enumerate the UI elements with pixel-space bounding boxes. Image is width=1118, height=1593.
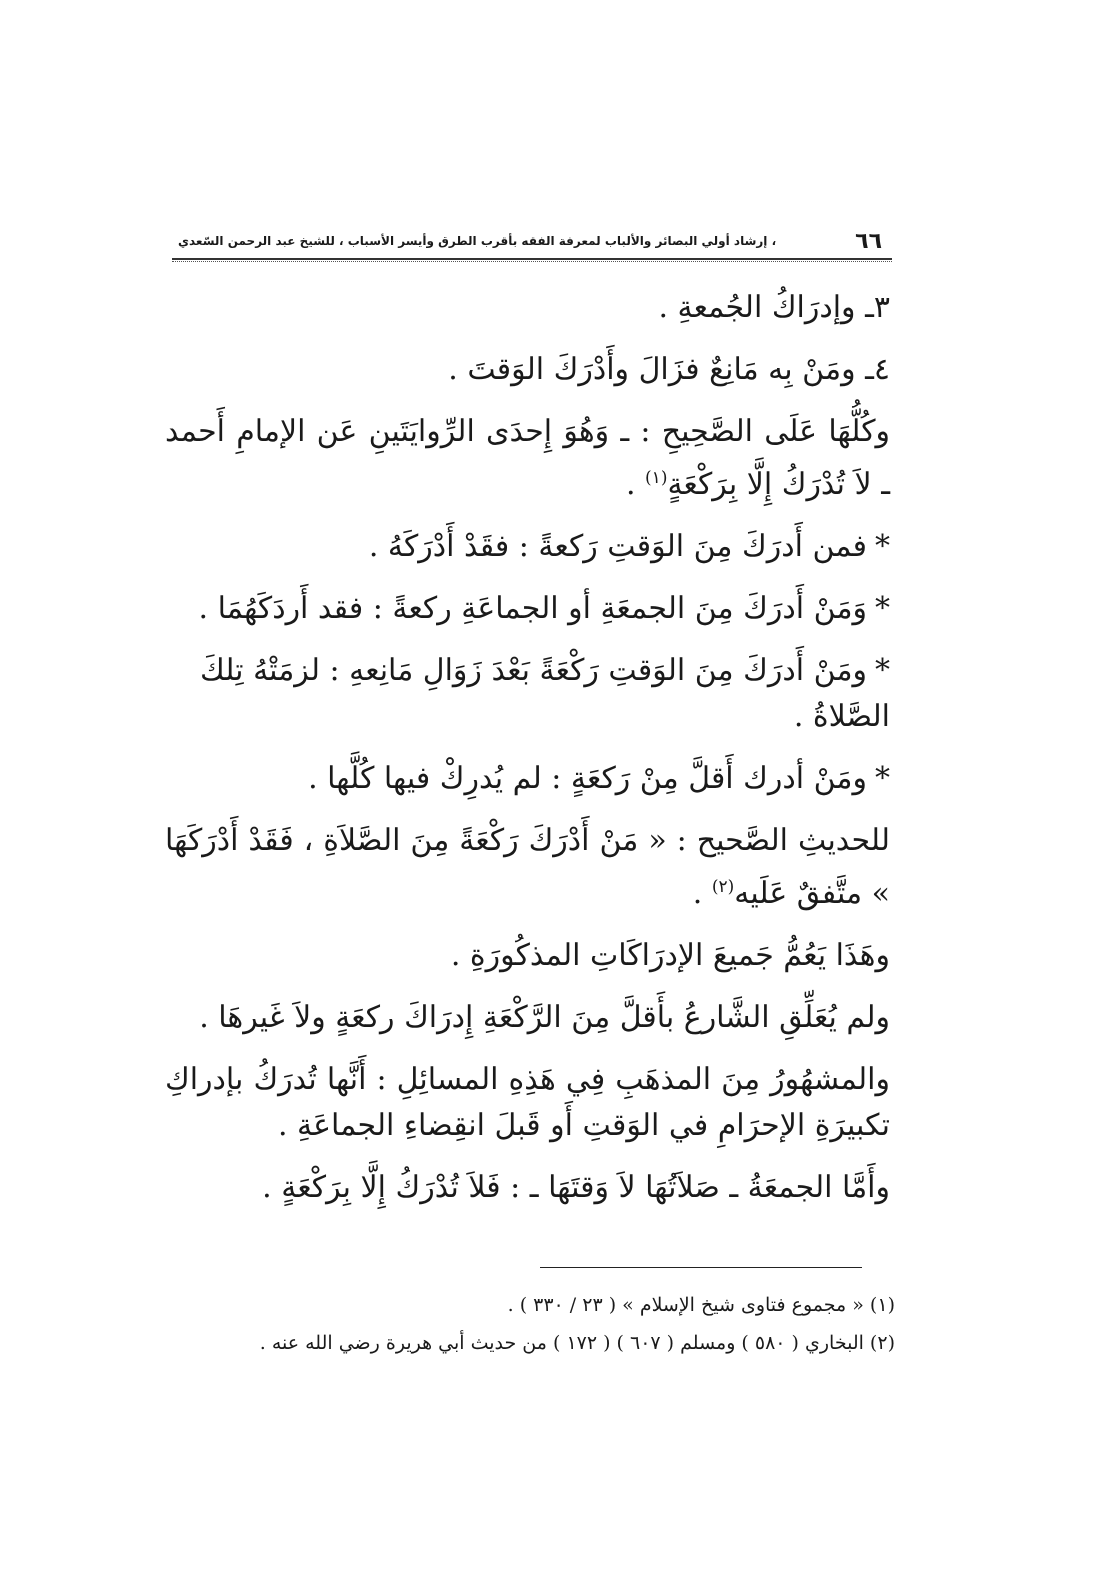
bullet-item-1 [165, 524, 890, 570]
page-header [172, 226, 892, 256]
paragraph-legislator: ولم يُعَلِّقِ الشَّارعُ بأَقلَّ مِنَ الرَّكْعَةِ إِدرَاكَ ركعَةٍ ولاَ غَيرهَا . [199, 1000, 890, 1035]
bullet-mark: * [875, 529, 890, 564]
paragraph-hadith-end: . [692, 876, 712, 911]
bullet-text: فمن أَدرَكَ مِنَ الوَقتِ رَكعةً : فقَدْ أَدْرَكَهُ . [368, 529, 867, 564]
paragraph-hadith-text: للحديثِ الصَّحيح : « مَنْ أَدْرَكَ رَكْعَةً مِنَ الصَّلاَةِ ، فَقَدْ أَدْرَكَهَا » متَّفقٌ عَلَيه [165, 823, 890, 911]
bullet-text: ومَنْ أدرك أَقلَّ مِنْ رَكعَةٍ : لم يُدرِكْ فيها كُلَّها . [308, 761, 867, 796]
main-text [165, 285, 890, 1227]
running-title: ، إرشاد أولي البصائر والألباب لمعرفة الفقه بأقرب الطرق وأيسر الأسباب ، للشيخ عبد الرحمن السّعدي [178, 234, 777, 248]
paragraph-ruling-end: . [625, 467, 646, 502]
footnote-ref-2[interactable]: (٢) [711, 877, 735, 897]
footnote-divider [540, 1267, 862, 1268]
bullet-text: ومَنْ أَدرَكَ مِنَ الوَقتِ رَكْعَةً بَعْدَ زَوَالِ مَانِعهِ : لزمَتْهُ تِلكَ الصَّلاةُ . [199, 653, 890, 734]
bullet-item-4 [165, 756, 890, 802]
paragraph-jumuah: وأَمَّا الجمعَةُ ـ صَلاَتُهَا لاَ وَقتَهَا ـ : فَلاَ تُدْرَكُ إِلَّا بِرَكْعَةٍ . [262, 1170, 890, 1205]
bullet-text: وَمَنْ أَدرَكَ مِنَ الجمعَةِ أو الجماعَةِ ركعةً : فقد أَردَكَهُمَا . [198, 591, 867, 626]
bullet-mark: * [875, 591, 890, 626]
paragraph-madhhab: والمشهُورُ مِنَ المذهَبِ فِي هَذِهِ المسائِلِ : أَنَّها تُدرَكُ بإدراكِ تكبيرَةِ الإحرَامِ في الوَقتِ أَو قَبلَ انقِضاءِ الجماعَةِ . [165, 1062, 890, 1143]
paragraph-item-4: ٤ـ ومَنْ بِه مَانِعٌ فزَالَ وأَدْرَكَ الوَقتَ . [448, 352, 890, 387]
bullet-mark: * [875, 761, 890, 796]
header-divider [172, 258, 892, 262]
bullet-item-3 [165, 648, 890, 740]
footnote-ref-1[interactable]: (١) [645, 468, 668, 488]
footnotes [165, 1288, 895, 1364]
paragraph-item-3: ٣ـ وإدرَاكُ الجُمعةِ . [658, 290, 890, 325]
footnote-2: (٢) البخاري ( ٥٨٠ ) ومسلم ( ٦٠٧ ) ( ١٧٢ ) من حديث أبي هريرة رضي الله عنه . [259, 1332, 895, 1354]
bullet-item-2 [165, 586, 890, 632]
paragraph-general: وهَذَا يَعُمُّ جَميعَ الإدرَاكَاتِ المذكُورَةِ . [450, 938, 890, 973]
paragraph-ruling-text: وكُلُّهَا عَلَى الصَّحِيحِ : ـ وَهُوَ إِحدَى الرِّوايَتَينِ عَن الإمامِ أَحمد ـ لاَ تُدْرَكُ إِلَّا بِرَكْعَةٍ [165, 414, 890, 502]
page-number: ٦٦ [855, 228, 882, 254]
bullet-mark: * [875, 653, 890, 688]
paragraph-ruling [165, 409, 890, 508]
paragraph-hadith [165, 818, 890, 917]
footnote-1: (١) « مجموع فتاوى شيخ الإسلام » ( ٢٣ / ٣٣٠ ) . [507, 1294, 895, 1316]
